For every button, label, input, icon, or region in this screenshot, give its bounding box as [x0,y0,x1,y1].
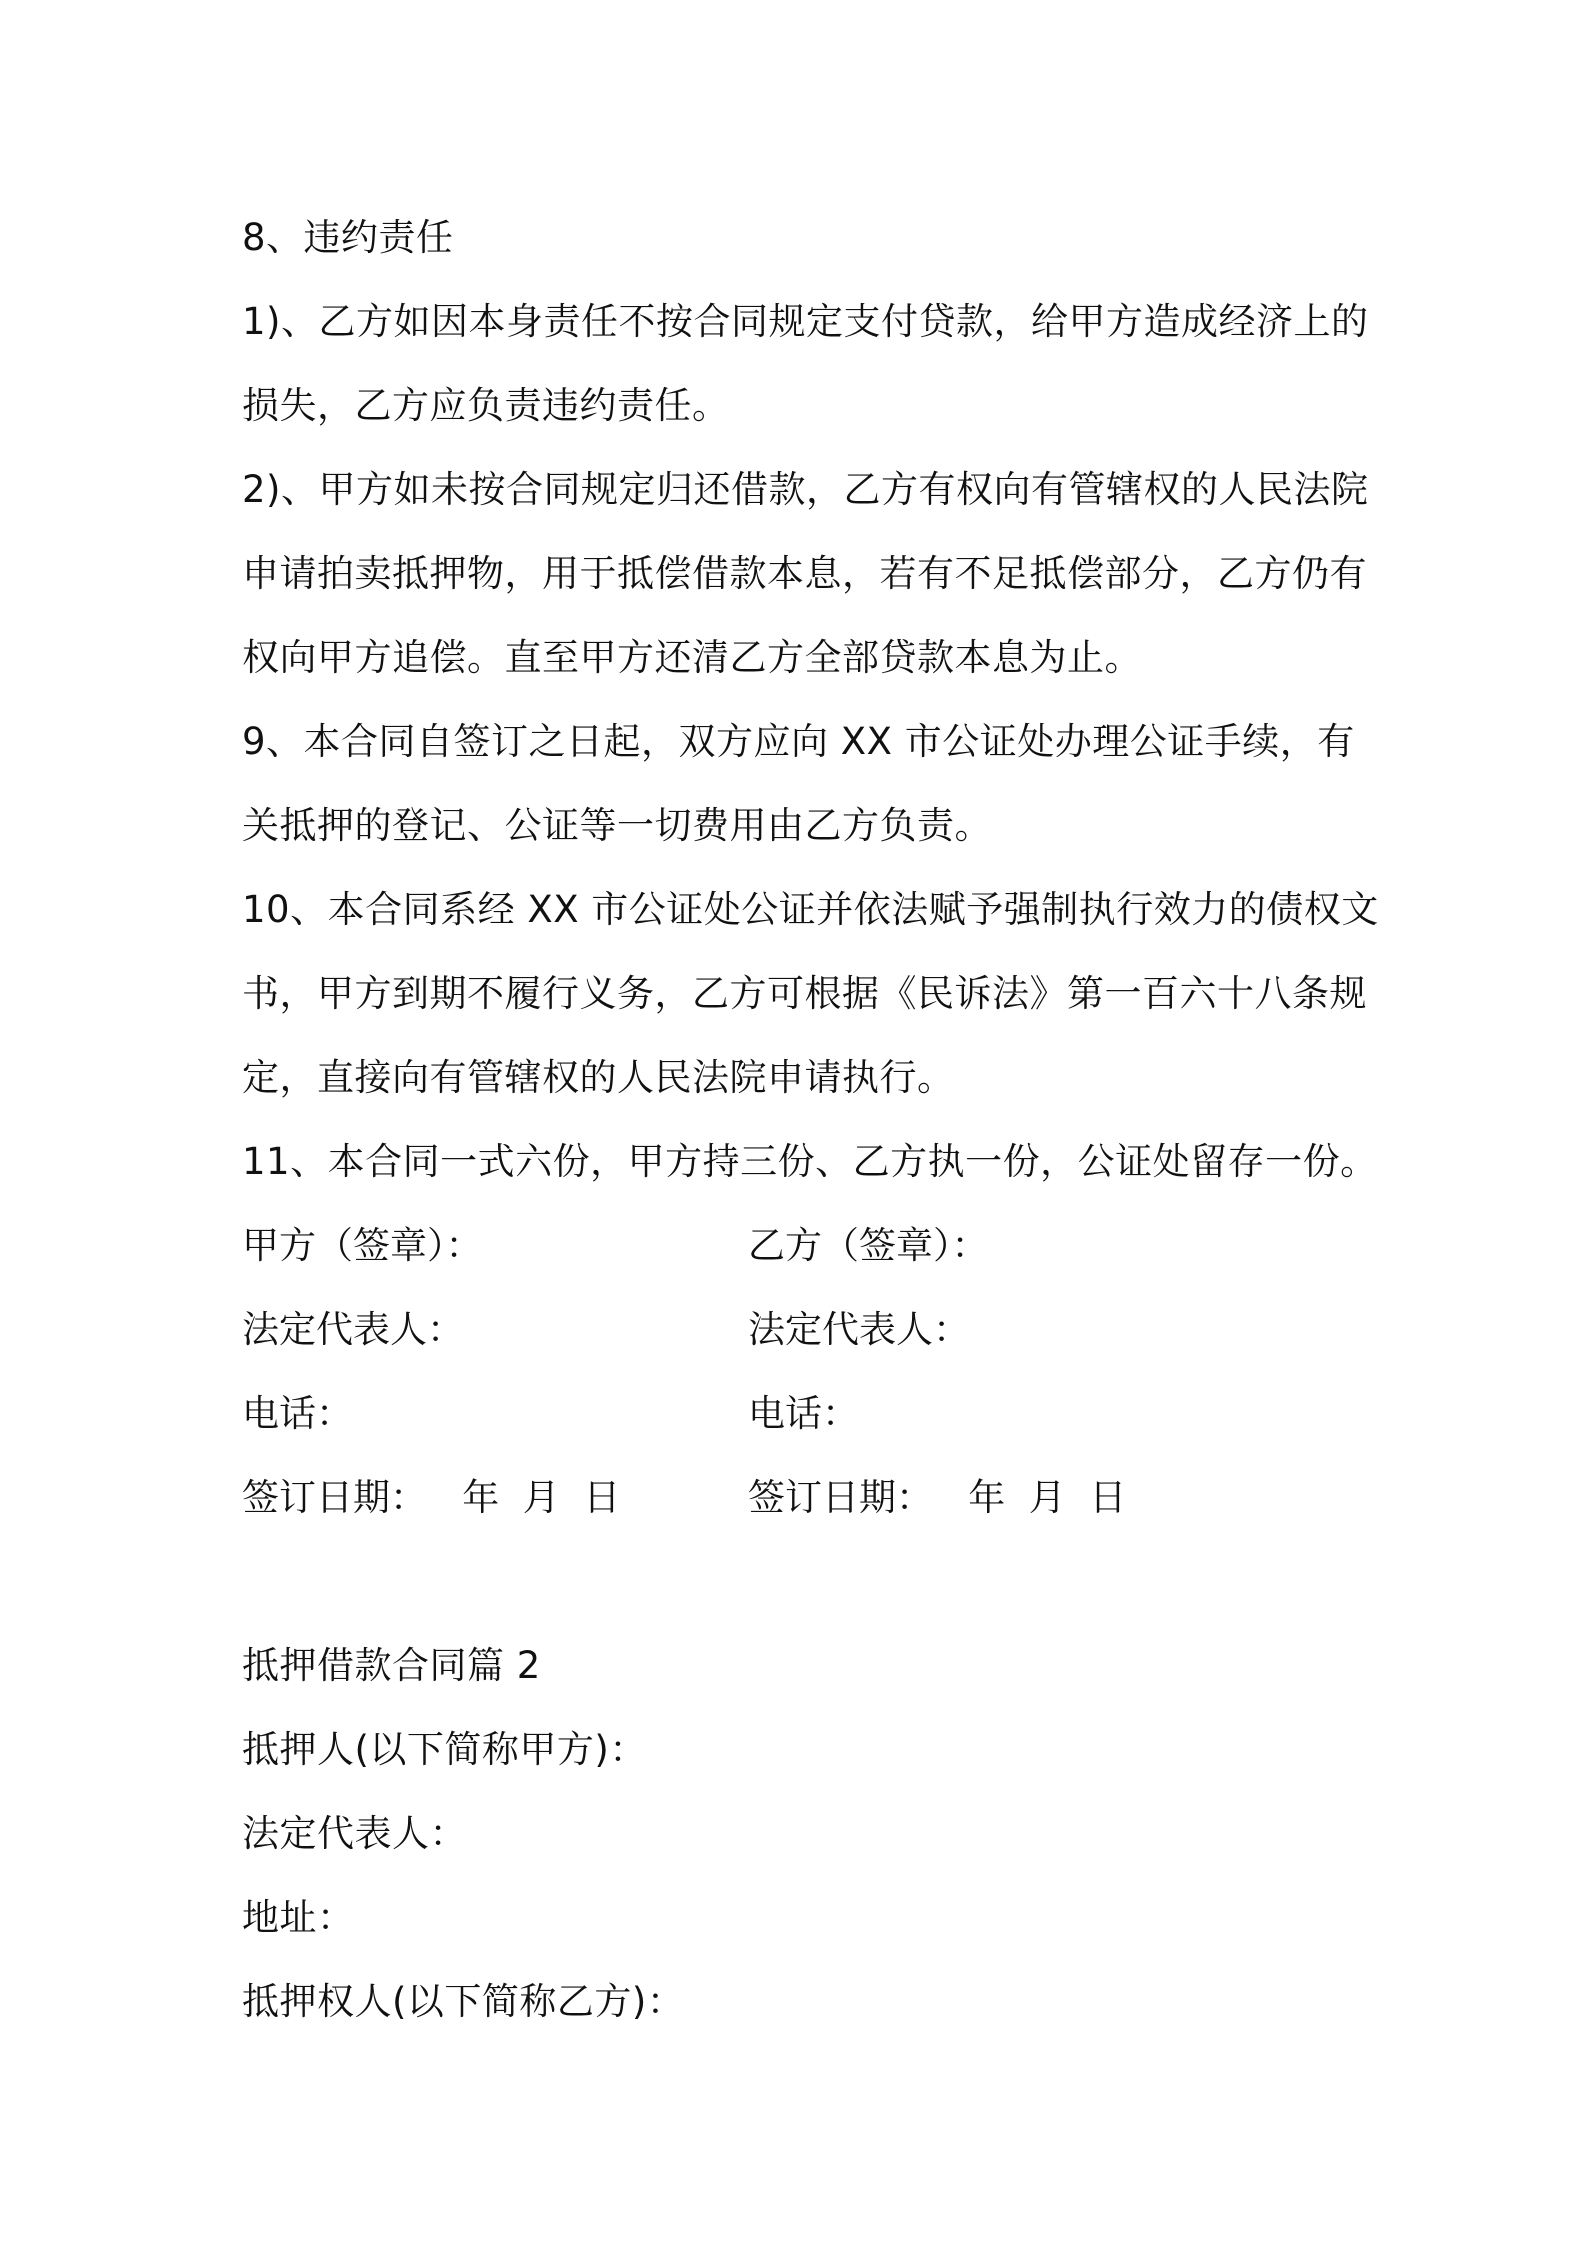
contract-2-mortgagor-label: 抵押人(以下简称甲方)： [242,1728,647,1771]
document-body [242,196,1379,2044]
section-spacer [242,1540,1362,1624]
section-8-item-2-line-2: 申请拍卖抵押物，用于抵偿借款本息，若有不足抵偿部分，乙方仍有 [242,552,1367,595]
section-8-item-1-line-1: 1)、乙方如因本身责任不按合同规定支付贷款，给甲方造成经济上的 [242,300,1369,343]
signature-row-seal [242,1204,1362,1288]
signature-row-representative [242,1288,1362,1372]
section-8-heading: 8、违约责任 [242,216,454,259]
party-a-date-label: 签订日期： 年 月 日 [242,1476,621,1519]
section-9-line-2: 关抵押的登记、公证等一切费用由乙方负责。 [242,804,992,847]
contract-2-mortgagee-label: 抵押权人(以下简称乙方)： [242,1980,685,2023]
section-9-line-1: 9、本合同自签订之日起，双方应向 XX 市公证处办理公证手续，有 [242,720,1355,763]
signature-row-phone [242,1372,1362,1456]
contract-2-address-label: 地址： [242,1896,355,1939]
party-b-representative-label: 法定代表人： [748,1308,970,1351]
contract-2-title: 抵押借款合同篇 2 [242,1644,541,1687]
party-a-phone-label: 电话： [242,1392,353,1435]
contract-2-representative-label: 法定代表人： [242,1812,467,1855]
section-8-item-1-line-2: 损失，乙方应负责违约责任。 [242,384,730,427]
party-b-seal-label: 乙方（签章）： [748,1224,989,1267]
section-10-line-1: 10、本合同系经 XX 市公证处公证并依法赋予强制执行效力的债权文 [242,888,1379,931]
signature-row-date [242,1456,1362,1540]
section-8-item-2-line-1: 2)、甲方如未按合同规定归还借款，乙方有权向有管辖权的人民法院 [242,468,1369,511]
party-b-phone-label: 电话： [748,1392,859,1435]
section-11-line-1: 11、本合同一式六份，甲方持三份、乙方执一份，公证处留存一份。 [242,1140,1378,1183]
section-8-item-2-line-3: 权向甲方追偿。直至甲方还清乙方全部贷款本息为止。 [242,636,1142,679]
section-10-line-3: 定，直接向有管辖权的人民法院申请执行。 [242,1056,955,1099]
section-10-line-2: 书，甲方到期不履行义务，乙方可根据《民诉法》第一百六十八条规 [242,972,1367,1015]
party-a-seal-label: 甲方（签章）： [242,1224,483,1267]
party-a-representative-label: 法定代表人： [242,1308,464,1351]
party-b-date-label: 签订日期： 年 月 日 [748,1476,1127,1519]
